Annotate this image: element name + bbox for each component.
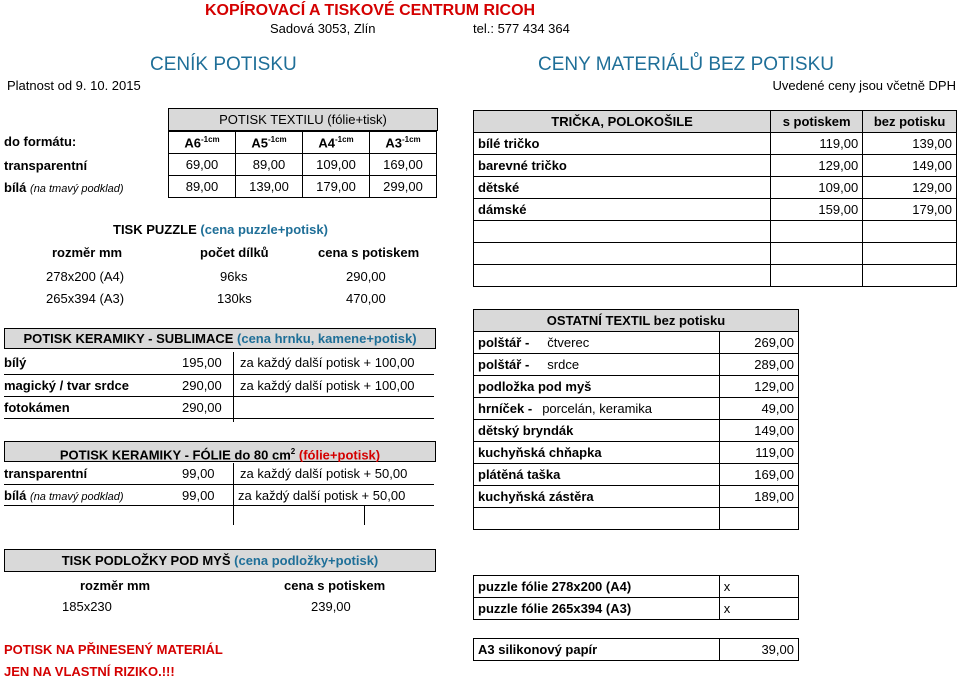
table-row — [474, 376, 799, 398]
ceramic-sub-title: POTISK KERAMIKY - SUBLIMACE (cena hrnku, kamene+potisk) — [23, 331, 417, 346]
foil-white-extra: za každý další potisk + 50,00 — [238, 488, 406, 503]
price-cell: 49,00 — [719, 398, 798, 420]
mousepad-header-price: cena s potiskem — [284, 578, 386, 593]
table-row — [474, 221, 957, 243]
table-row — [474, 420, 799, 442]
format-a4: $A4^{-1cm}$ — [303, 132, 370, 154]
other-label: dětský bryndák — [474, 420, 720, 442]
table-row — [474, 486, 799, 508]
puzzle-foil-label: puzzle fólie 265x394 (A3) — [474, 598, 720, 620]
puzzle-header-size: rozměr mm — [52, 245, 123, 260]
table-row — [474, 442, 799, 464]
puzzle-foil-label: puzzle fólie 278x200 (A4) — [474, 576, 720, 598]
ceramic-foil-title-box — [4, 441, 436, 462]
foil-transparent-label: transparentní — [4, 466, 88, 481]
textile-table — [168, 131, 437, 198]
mousepad-title: TISK PODLOŽKY POD MYŠ (cena podložky+potisk) — [61, 553, 379, 568]
price-cell: 269,00 — [719, 332, 798, 354]
phone: tel.: 577 434 364 — [473, 21, 570, 36]
divider — [4, 484, 434, 485]
other-label: polštář - srdce — [474, 354, 720, 376]
ceramic-white-extra: za každý další potisk + 100,00 — [240, 355, 415, 370]
other-label: podložka pod myš — [474, 376, 720, 398]
price-cell: 119,00 — [719, 442, 798, 464]
puzzle-price-a4: 290,00 — [346, 269, 386, 284]
other-label: hrníček - porcelán, keramika — [474, 398, 720, 420]
divider — [364, 505, 365, 525]
mousepad-size: 185x230 — [62, 599, 112, 614]
other-label: plátěná taška — [474, 464, 720, 486]
puzzle-foil-price: x — [719, 576, 798, 598]
divider — [233, 463, 234, 525]
shirts-header-row — [474, 111, 957, 133]
puzzle-price-a3: 470,00 — [346, 291, 386, 306]
divider — [4, 374, 434, 375]
table-row — [474, 332, 799, 354]
ceramic-stone-label: fotokámen — [4, 400, 70, 415]
price-cell: 109,00 — [303, 154, 370, 176]
shirts-col1: s potiskem — [771, 111, 863, 133]
price-cell: 119,00 — [771, 133, 863, 155]
format-a6: $A6^{-1cm}$ — [169, 132, 236, 154]
price-cell: 139,00 — [236, 176, 303, 198]
price-cell: 139,00 — [863, 133, 957, 155]
other-label: polštář - čtverec — [474, 332, 720, 354]
divider — [4, 396, 434, 397]
footer-line2: JEN NA VLASTNÍ RIZIKO.!!! — [4, 664, 175, 679]
table-row — [474, 155, 957, 177]
ceramic-white-price: 195,00 — [182, 355, 222, 370]
paper-table — [473, 638, 799, 661]
puzzle-count-a3: 130ks — [217, 291, 252, 306]
format-label: do formátu: — [4, 134, 77, 149]
mousepad-price: 239,00 — [311, 599, 351, 614]
vat-note: Uvedené ceny jsou včetně DPH — [772, 78, 956, 93]
table-row — [474, 133, 957, 155]
ceramic-sub-title-box — [4, 328, 436, 349]
divider — [4, 418, 434, 419]
other-header-row — [474, 310, 799, 332]
table-row — [169, 176, 437, 198]
textile-title-box — [168, 108, 438, 131]
divider — [233, 352, 234, 422]
price-cell: 129,00 — [719, 376, 798, 398]
price-cell: 129,00 — [863, 177, 957, 199]
foil-transparent-extra: za každý další potisk + 50,00 — [240, 466, 408, 481]
price-cell: 149,00 — [863, 155, 957, 177]
mousepad-header-size: rozměr mm — [80, 578, 151, 593]
paper-label: A3 silikonový papír — [474, 639, 720, 661]
puzzle-size-a3: 265x394 (A3) — [46, 291, 125, 306]
price-cell: 159,00 — [771, 199, 863, 221]
table-row — [474, 177, 957, 199]
price-cell: 69,00 — [169, 154, 236, 176]
puzzle-count-a4: 96ks — [220, 269, 248, 284]
price-cell: 169,00 — [719, 464, 798, 486]
table-row — [474, 464, 799, 486]
other-title: OSTATNÍ TEXTIL bez potisku — [474, 310, 799, 332]
table-row — [474, 598, 799, 620]
price-cell: 179,00 — [863, 199, 957, 221]
table-row — [474, 639, 799, 661]
shirt-label: dětské — [474, 177, 771, 199]
other-label: kuchyňská chňapka — [474, 442, 720, 464]
table-row — [474, 398, 799, 420]
address: Sadová 3053, Zlín — [270, 21, 376, 36]
right-title: CENY MATERIÁLŮ BEZ POTISKU — [538, 54, 834, 75]
puzzle-title: TISK PUZZLE (cena puzzle+potisk) — [113, 222, 328, 237]
puzzle-header-price: cena s potiskem — [318, 245, 420, 260]
format-a3: $A3^{-1cm}$ — [370, 132, 437, 154]
shirts-col2: bez potisku — [863, 111, 957, 133]
paper-price: 39,00 — [719, 639, 798, 661]
puzzle-header-count: počet dílků — [200, 245, 269, 260]
price-cell: 289,00 — [719, 354, 798, 376]
ceramic-magic-price: 290,00 — [182, 378, 222, 393]
shirts-title: TRIČKA, POLOKOŠILE — [474, 111, 771, 133]
row-label-transparent: transparentní — [4, 158, 88, 173]
footer-line1: POTISK NA PŘINESENÝ MATERIÁL — [4, 642, 223, 657]
ceramic-magic-extra: za každý další potisk + 100,00 — [240, 378, 415, 393]
puzzle-foil-price: x — [719, 598, 798, 620]
format-a5: $A5^{-1cm}$ — [236, 132, 303, 154]
price-cell: 109,00 — [771, 177, 863, 199]
price-cell: 89,00 — [236, 154, 303, 176]
table-row — [474, 199, 957, 221]
shirt-label: dámské — [474, 199, 771, 221]
ceramic-foil-title: POTISK KERAMIKY - FÓLIE do 80 $cm^2$ (fólie+potisk) — [59, 447, 381, 463]
puzzle-foil-table — [473, 575, 799, 620]
price-cell: 299,00 — [370, 176, 437, 198]
price-cell: 169,00 — [370, 154, 437, 176]
divider — [4, 505, 434, 506]
price-cell: 189,00 — [719, 486, 798, 508]
textile-title: POTISK TEXTILU (fólie+tisk) — [219, 112, 387, 127]
price-cell: 129,00 — [771, 155, 863, 177]
other-table — [473, 309, 799, 530]
table-row — [474, 243, 957, 265]
table-row — [474, 354, 799, 376]
price-cell: 149,00 — [719, 420, 798, 442]
foil-white-label: bílá (na tmavý podklad) — [4, 488, 124, 503]
format-row — [169, 132, 437, 154]
other-label: kuchyňská zástěra — [474, 486, 720, 508]
price-cell: 179,00 — [303, 176, 370, 198]
row-label-white: bílá (na tmavý podklad) — [4, 180, 124, 195]
price-cell: 89,00 — [169, 176, 236, 198]
ceramic-stone-price: 290,00 — [182, 400, 222, 415]
ceramic-magic-label: magický / tvar srdce — [4, 378, 130, 393]
table-row — [474, 265, 957, 287]
shirt-label: barevné tričko — [474, 155, 771, 177]
foil-transparent-price: 99,00 — [182, 466, 215, 481]
puzzle-size-a4: 278x200 (A4) — [46, 269, 125, 284]
table-row — [474, 576, 799, 598]
table-row — [474, 508, 799, 530]
left-title: CENÍK POTISKU — [150, 54, 297, 75]
foil-white-price: 99,00 — [182, 488, 215, 503]
shirt-label: bílé tričko — [474, 133, 771, 155]
mousepad-title-box — [4, 549, 436, 572]
table-row — [169, 154, 437, 176]
valid-from: Platnost od 9. 10. 2015 — [7, 78, 141, 93]
shirts-table — [473, 110, 957, 287]
ceramic-white-label: bílý — [4, 355, 27, 370]
company-name: KOPÍROVACÍ A TISKOVÉ CENTRUM RICOH — [205, 2, 536, 19]
